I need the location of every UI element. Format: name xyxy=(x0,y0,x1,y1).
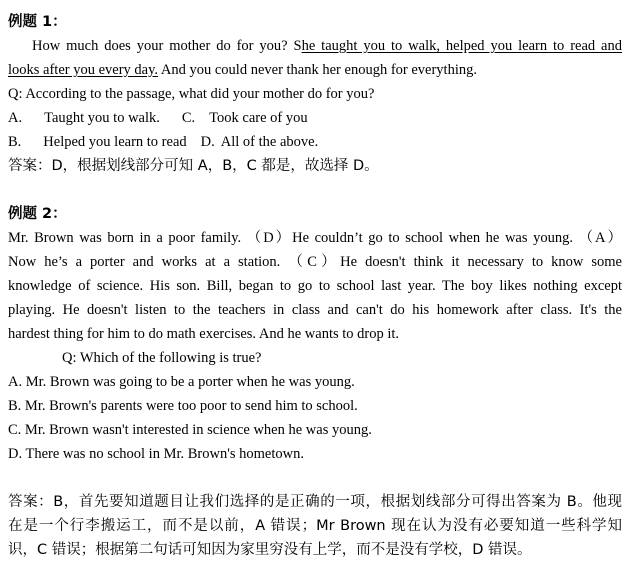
example2-option-d: D. There was no school in Mr. Brown's hometown. xyxy=(8,446,304,462)
example2-answer-line: 答案：B，首先要知道题目让我们选择的是正确的一项，根据划线部分可得出答案为 B。他现 xyxy=(8,494,622,510)
example2-passage-line: playing. He doesn't listen to the teachers in class and can't do his homework after class. It's the xyxy=(8,302,622,318)
example1-passage-line-2 xyxy=(8,60,622,80)
example1-question: Q: According to the passage, what did your mother do for you? xyxy=(8,86,375,102)
option-b-text: Helped you learn to read xyxy=(43,134,187,150)
example2-title: 例题 2： xyxy=(8,206,67,222)
example1-answer: 答案：D，根据划线部分可知 A，B，C 都是，故选择 D。 xyxy=(8,158,379,174)
example2-passage-line: knowledge of science. His son. Bill, began to go to school last year. The boy likes nothing except xyxy=(8,278,622,294)
option-c-text: Took care of you xyxy=(209,110,308,126)
example1-passage-underlined-1: he taught you to walk, helped you learn to read and xyxy=(301,38,622,54)
example2-answer-line: 识，C 错误；根据第二句话可知因为家里穷没有上学，而不是没有学校，D 错误。 xyxy=(8,542,532,558)
option-a-text: Taught you to walk. xyxy=(44,110,160,126)
example1-passage-tail: And you could never thank her enough for everything. xyxy=(158,62,477,78)
example1-passage-plain: How much does your mother do for you? S xyxy=(32,38,302,54)
option-d-text: All of the above. xyxy=(220,134,319,150)
example1-passage-line-1 xyxy=(32,36,622,56)
example2-passage-line: Now he’s a porter and works at a station. （C）He doesn't think it necessary to know some xyxy=(8,254,622,270)
example2-answer-line: 在是一个行李搬运工，而不是以前，A 错误；Mr Brown 现在认为没有必要知道一些科学知 xyxy=(8,518,622,534)
example1-options-row-1 xyxy=(8,108,622,128)
option-d-label: D. xyxy=(200,134,215,150)
example2-question: Q: Which of the following is true? xyxy=(62,350,262,366)
example2-option-a: A. Mr. Brown was going to be a porter when he was young. xyxy=(8,374,355,390)
option-a-label: A. xyxy=(8,110,23,126)
example2-passage-line: hardest thing for him to do math exercises. And he wants to drop it. xyxy=(8,326,400,342)
example2-option-b: B. Mr. Brown's parents were too poor to send him to school. xyxy=(8,398,358,414)
example1-options-row-2 xyxy=(8,132,622,152)
option-c-label: C. xyxy=(181,110,196,126)
option-b-label: B. xyxy=(8,134,22,150)
example1-title: 例题 1： xyxy=(8,14,67,30)
example2-option-c: C. Mr. Brown wasn't interested in science when he was young. xyxy=(8,422,372,438)
example2-passage-line: Mr. Brown was born in a poor family. （D）He couldn’t go to school when he was young. （A） xyxy=(8,230,622,246)
example1-passage-underlined-2: looks after you every day. xyxy=(8,62,159,78)
